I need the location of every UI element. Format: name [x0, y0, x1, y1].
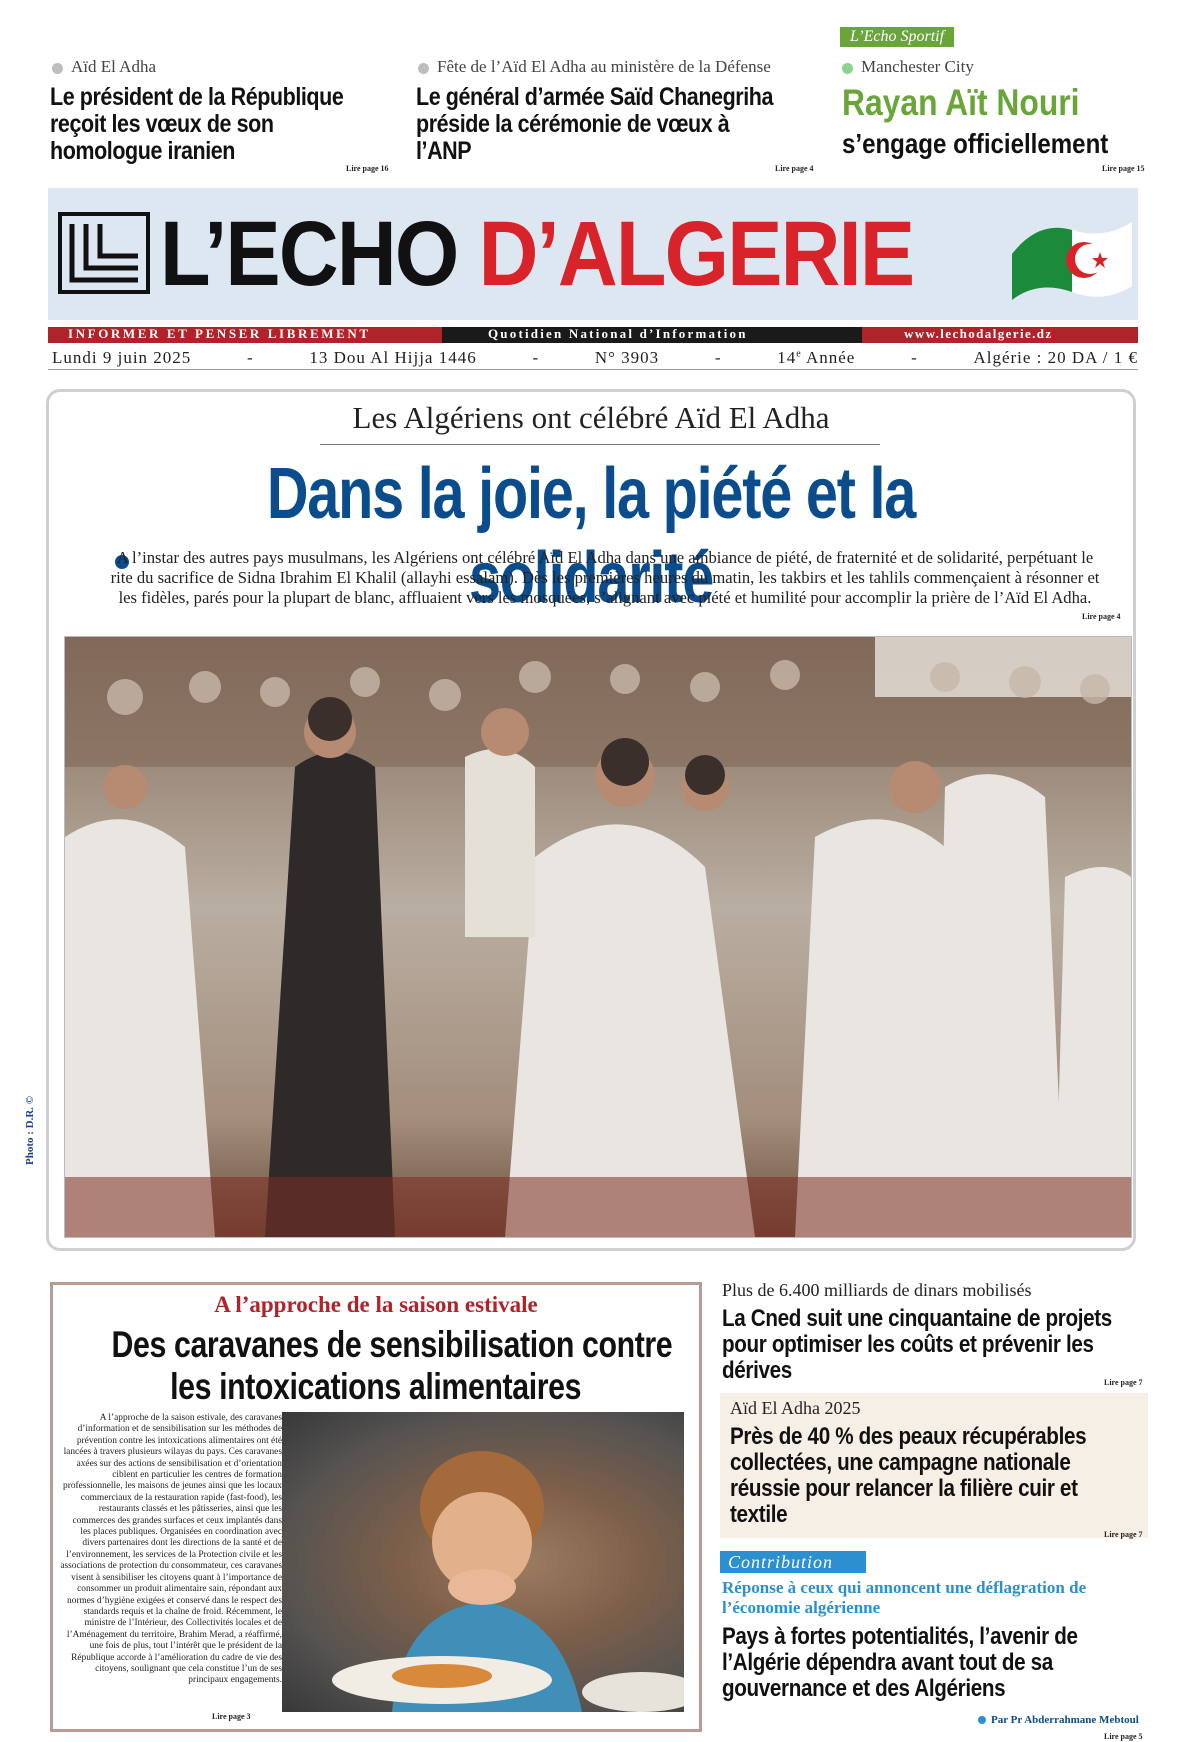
teaser-3-headline[interactable]: s’engage officiellement: [842, 128, 1109, 159]
year: 14e Année: [777, 348, 856, 367]
rc3-headline[interactable]: Pays à fortes potentialités, l’avenir de l’Algérie dépendra avant tout de sa gouvernance et des Algériens: [722, 1623, 1078, 1702]
teaser-2-headline[interactable]: Le général d’armée Saïd Chanegriha préside la cérémonie de vœux à l’ANP: [416, 83, 773, 165]
main-lire[interactable]: Lire page 4: [1082, 612, 1121, 621]
rc3-author: Par Pr Abderrahmane Mebtoul: [978, 1714, 1139, 1726]
main-photo: [64, 636, 1132, 1238]
separator: -: [247, 348, 254, 367]
teaser-1-kicker: Aïd El Adha: [52, 57, 156, 77]
tagline: Quotidien National d’Information: [488, 326, 748, 341]
bullet-icon: [52, 63, 63, 74]
bullet-icon: [978, 1716, 986, 1724]
bullet-icon: [418, 63, 429, 74]
left-story-headline[interactable]: Des caravanes de sensibilisation contre les intoxications alimentaires: [111, 1324, 673, 1407]
logo-mark-icon: [58, 212, 150, 294]
left-story-photo: [282, 1412, 684, 1712]
masthead-rule: [48, 369, 1138, 370]
issue-number: N° 3903: [594, 348, 660, 367]
main-lede: A l’instar des autres pays musulmans, les Algériens ont célébré Aïd El Adha dans une ambiance de piété, de fraternité et de solidarité, perpétuant le rite du sacrifice de Sidna Ibrahim El Khalil (allayhi essalam). Dès les premières heures du matin, les takbirs et les tahlils commençaient à résonner et les fidèles, parés pour la plupart de blanc, affluaient vers les mosquées, s’alignant avec piété et humilité pour accomplir la prière de l’Aïd El Adha.: [110, 548, 1100, 607]
website-link[interactable]: www.lechodalgerie.dz: [904, 326, 1053, 341]
rc1-kicker: Plus de 6.400 milliards de dinars mobilisés: [722, 1280, 1032, 1300]
rc1-headline[interactable]: La Cned suit une cinquantaine de projets pour optimiser les coûts et prévenir les dérives: [722, 1305, 1112, 1384]
teaser-2-lire[interactable]: Lire page 4: [775, 164, 814, 173]
rc3-lire[interactable]: Lire page 5: [1104, 1732, 1143, 1741]
teaser-1-lire[interactable]: Lire page 16: [346, 164, 389, 173]
logo-wordmark: L’ECHO D’ALGERIE: [160, 203, 914, 305]
motto: INFORMER ET PENSER LIBREMENT: [68, 326, 371, 341]
left-story-lire[interactable]: Lire page 3: [212, 1712, 251, 1721]
date: Lundi 9 juin 2025: [52, 348, 192, 367]
left-story-kicker: A l’approche de la saison estivale: [214, 1292, 538, 1317]
rc1-lire[interactable]: Lire page 7: [1104, 1378, 1143, 1387]
mosque-crowd-illustration: [65, 637, 1131, 1237]
teaser-3-name[interactable]: Rayan Aït Nouri: [842, 82, 1080, 123]
left-story-body: A l’approche de la saison estivale, des caravanes d’information et de sensibilisation sur les méthodes de prévention contre les intoxications alimentaires ont été lancées à travers plusieurs wilayas du pays. Ces caravanes axées sur des actions de sensibilisation et d’orientation ciblent en particulier les centres de formation professionnelle, les maisons de jeunes ainsi que les locaux commerciaux de la restauration rapide (fast-food), les restaurants classés et les pâtisseries, ainsi que les commerces des grandes surfaces et ceux implantés dans les places publiques. Organisées en coordination avec divers partenaires dont les directions de la santé et de l’environnement, les services de la Protection civile et les associations de protection du consommateur, ces caravanes visent à sensibiliser les citoyens quant à l’importance de consommer un produit alimentaire sain, répondant aux normes d’hygiène exigées et conservé dans le respect des standards requis et la chaîne de froid. Récemment, le ministre de l’Intérieur, des Collectivités locales et de l’Aménagement du territoire, Brahim Merad, a réaffirmé, une fois de plus, tout l’intérêt que le président de la République accorde à l’amélioration du cadre de vie des citoyens, soulignant que cela constitue l’un de ses principaux engagements.: [60, 1413, 282, 1686]
photo-credit: Photo : D.R. ©: [24, 1095, 36, 1165]
bullet-icon: [842, 63, 853, 74]
teaser-1-headline[interactable]: Le président de la République reçoit les vœux de son homologue iranien: [50, 83, 344, 165]
sport-section-label: L’Echo Sportif: [840, 27, 954, 47]
separator: -: [714, 348, 722, 367]
teaser-3-lire[interactable]: Lire page 15: [1102, 164, 1145, 173]
main-headline[interactable]: Dans la joie, la piété et la solidarité: [266, 454, 916, 618]
rc2-headline[interactable]: Près de 40 % des peaux récupérables collectées, une campagne nationale réussie pour relancer la filière cuir et textile: [730, 1423, 1087, 1528]
price: Algérie : 20 DA / 1 €: [973, 348, 1138, 367]
separator: -: [911, 348, 918, 367]
rc2-lire[interactable]: Lire page 7: [1104, 1530, 1143, 1539]
rc2-kicker: Aïd El Adha 2025: [730, 1398, 861, 1418]
dateline: [52, 348, 1138, 368]
teaser-2-kicker: Fête de l’Aïd El Adha au ministère de la Défense: [418, 57, 771, 77]
main-supra: Les Algériens ont célébré Aïd El Adha: [352, 400, 830, 435]
hijri-date: 13 Dou Al Hijja 1446: [309, 348, 477, 367]
teaser-3-kicker: Manchester City: [842, 57, 974, 77]
separator: -: [532, 348, 540, 367]
contribution-label: Contribution: [720, 1551, 866, 1573]
algerian-flag-icon: [1008, 212, 1136, 304]
rc3-subhead: Réponse à ceux qui annoncent une déflagration de l’économie algérienne: [722, 1578, 1087, 1617]
boy-eating-illustration: [282, 1412, 684, 1712]
supra-underline: [320, 444, 880, 445]
